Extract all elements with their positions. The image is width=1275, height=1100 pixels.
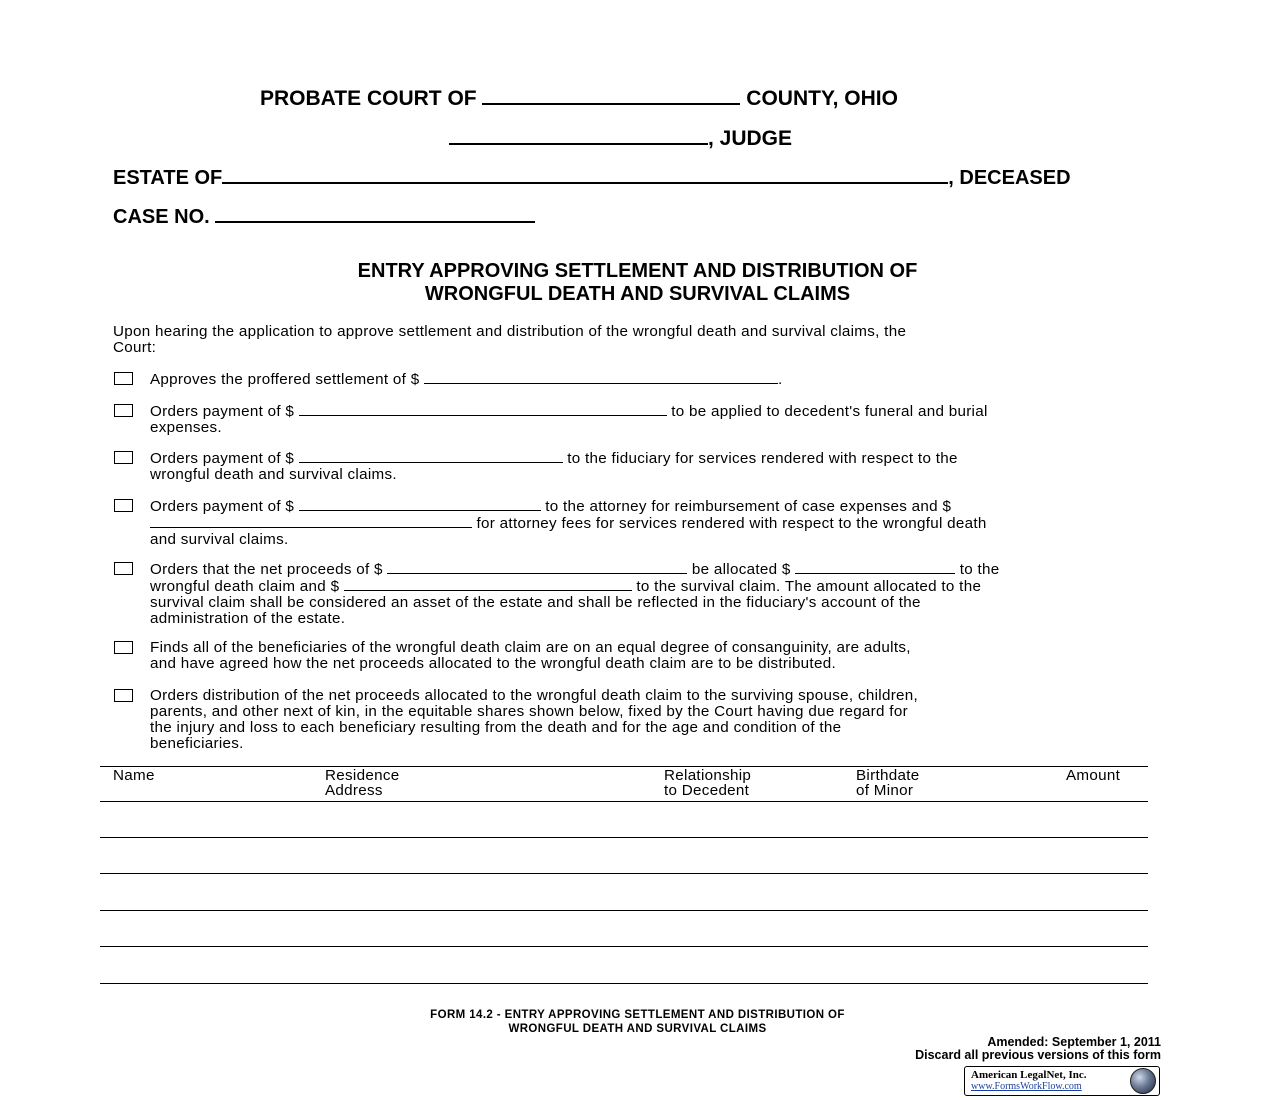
document-title: [0, 260, 1275, 306]
judge-heading: [449, 125, 792, 151]
amended-note: [915, 1036, 1161, 1062]
attorney-suffix: to the attorney for reimbursement of case expenses and $: [545, 498, 952, 515]
footer-line-2: WRONGFUL DEATH AND SURVIVAL CLAIMS: [508, 1023, 767, 1035]
col-amount-header: [1066, 768, 1120, 783]
net-proceeds-line-4: administration of the estate.: [150, 610, 346, 627]
funeral-suffix: to be applied to decedent's funeral and burial: [671, 403, 988, 420]
funeral-amount-field[interactable]: [299, 403, 667, 416]
table-row-line[interactable]: [100, 910, 1148, 911]
table-top-rule: [100, 766, 1148, 767]
funeral-prefix: Orders payment of $: [150, 403, 295, 420]
fiduciary-amount-field[interactable]: [299, 450, 563, 463]
fiduciary-suffix: to the fiduciary for services rendered with respect to the: [567, 450, 958, 467]
footer-line-1: FORM 14.2 - ENTRY APPROVING SETTLEMENT AND DISTRIBUTION OF: [430, 1009, 845, 1021]
distribution-line-3: the injury and loss to each beneficiary resulting from the death and for the age and condition of the: [150, 719, 842, 736]
distribution-item: [150, 688, 1160, 752]
settlement-amount-field[interactable]: [424, 371, 778, 384]
funeral-payment-checkbox[interactable]: [114, 404, 133, 417]
col-name-header: [113, 768, 155, 783]
col-residence-header: [325, 768, 399, 798]
table-row-line[interactable]: [100, 983, 1148, 984]
col-residence-label-2: Address: [325, 782, 383, 799]
net-proceeds-checkbox[interactable]: [114, 562, 133, 575]
intro-line-1: Upon hearing the application to approve settlement and distribution of the wrongful death and survival claims, the: [113, 323, 907, 340]
estate-prefix: ESTATE OF: [113, 167, 223, 189]
court-heading: [260, 85, 898, 111]
discard-note: Discard all previous versions of this form: [915, 1048, 1161, 1062]
fiduciary-prefix: Orders payment of $: [150, 450, 295, 467]
attorney-payment-item: [150, 498, 1160, 548]
approves-suffix: .: [778, 371, 783, 388]
net-proceeds-amount-field[interactable]: [387, 561, 687, 574]
county-field[interactable]: [482, 85, 740, 105]
attorney-fees-amount-field[interactable]: [150, 515, 472, 528]
net-proceeds-suffix: to the: [959, 561, 1000, 578]
finds-line-1: Finds all of the beneficiaries of the wrongful death claim are on an equal degree of consanguinity, are adults,: [150, 639, 911, 656]
table-row-line[interactable]: [100, 873, 1148, 874]
wrongful-death-allocation-field[interactable]: [795, 561, 955, 574]
court-suffix: COUNTY, OHIO: [746, 87, 898, 110]
estate-suffix: , DECEASED: [948, 167, 1071, 189]
attorney-prefix: Orders payment of $: [150, 498, 295, 515]
fiduciary-payment-checkbox[interactable]: [114, 451, 133, 464]
title-line-2: WRONGFUL DEATH AND SURVIVAL CLAIMS: [424, 283, 851, 305]
net-proceeds-mid: be allocated $: [691, 561, 791, 578]
finds-beneficiaries-checkbox[interactable]: [114, 641, 133, 654]
judge-field[interactable]: [449, 125, 708, 145]
fiduciary-line-2: wrongful death and survival claims.: [150, 466, 397, 483]
finds-line-2: and have agreed how the net proceeds allocated to the wrongful death claim are to be distributed.: [150, 655, 836, 672]
fiduciary-payment-item: [150, 450, 1160, 483]
col-amount-label: Amount: [1066, 767, 1121, 784]
survival-allocation-field[interactable]: [344, 578, 632, 591]
title-line-1: ENTRY APPROVING SETTLEMENT AND DISTRIBUTION OF: [357, 260, 918, 282]
net-proceeds-line-2-prefix: wrongful death claim and $: [150, 578, 340, 595]
funeral-line-2: expenses.: [150, 419, 222, 436]
court-prefix: PROBATE COURT OF: [260, 87, 477, 110]
col-name-label: Name: [113, 767, 155, 784]
attorney-line-2: for attorney fees for services rendered with respect to the wrongful death: [476, 515, 987, 532]
form-footer-title: [0, 1008, 1275, 1036]
net-proceeds-prefix: Orders that the net proceeds of $: [150, 561, 383, 578]
case-heading: [113, 203, 535, 229]
table-row-line[interactable]: [100, 837, 1148, 838]
table-row-line[interactable]: [100, 946, 1148, 947]
american-legalnet-logo[interactable]: [964, 1066, 1160, 1096]
funeral-payment-item: [150, 403, 1160, 436]
col-birthdate-header: [856, 768, 920, 798]
table-header-rule: [100, 801, 1148, 802]
estate-name-field[interactable]: [222, 164, 948, 184]
distribution-line-2: parents, and other next of kin, in the equitable shares shown below, fixed by the Court having due regard for: [150, 703, 908, 720]
col-relationship-label-2: to Decedent: [664, 782, 750, 799]
col-relationship-label-1: Relationship: [664, 767, 752, 784]
amended-date: Amended: September 1, 2011: [987, 1035, 1161, 1049]
distribution-line-4: beneficiaries.: [150, 735, 244, 752]
judge-suffix: , JUDGE: [708, 127, 793, 150]
col-residence-label-1: Residence: [325, 767, 400, 784]
approves-prefix: Approves the proffered settlement of $: [150, 371, 420, 388]
logo-company-name: American LegalNet, Inc.: [971, 1069, 1087, 1081]
estate-heading: [113, 164, 1071, 190]
case-prefix: CASE NO.: [113, 206, 210, 228]
intro-line-2: Court:: [113, 339, 157, 356]
globe-icon: [1130, 1068, 1156, 1094]
distribution-checkbox[interactable]: [114, 689, 133, 702]
approves-settlement-item: [150, 371, 1160, 388]
case-number-field[interactable]: [215, 203, 535, 223]
col-relationship-header: [664, 768, 751, 798]
intro-text: [113, 324, 1163, 356]
distribution-line-1: Orders distribution of the net proceeds allocated to the wrongful death claim to the surviving spouse, children,: [150, 687, 919, 704]
finds-beneficiaries-item: [150, 640, 1160, 672]
approves-settlement-checkbox[interactable]: [114, 372, 133, 385]
col-birthdate-label-1: Birthdate: [856, 767, 920, 784]
attorney-line-3: and survival claims.: [150, 531, 289, 548]
col-birthdate-label-2: of Minor: [856, 782, 914, 799]
attorney-expenses-amount-field[interactable]: [299, 498, 541, 511]
net-proceeds-line-2-suffix: to the survival claim. The amount allocated to the: [636, 578, 982, 595]
net-proceeds-line-3: survival claim shall be considered an asset of the estate and shall be reflected in the fiduciary's account of the: [150, 594, 921, 611]
attorney-payment-checkbox[interactable]: [114, 499, 133, 512]
net-proceeds-item: [150, 561, 1160, 627]
logo-url-link[interactable]: www.FormsWorkFlow.com: [971, 1081, 1082, 1092]
